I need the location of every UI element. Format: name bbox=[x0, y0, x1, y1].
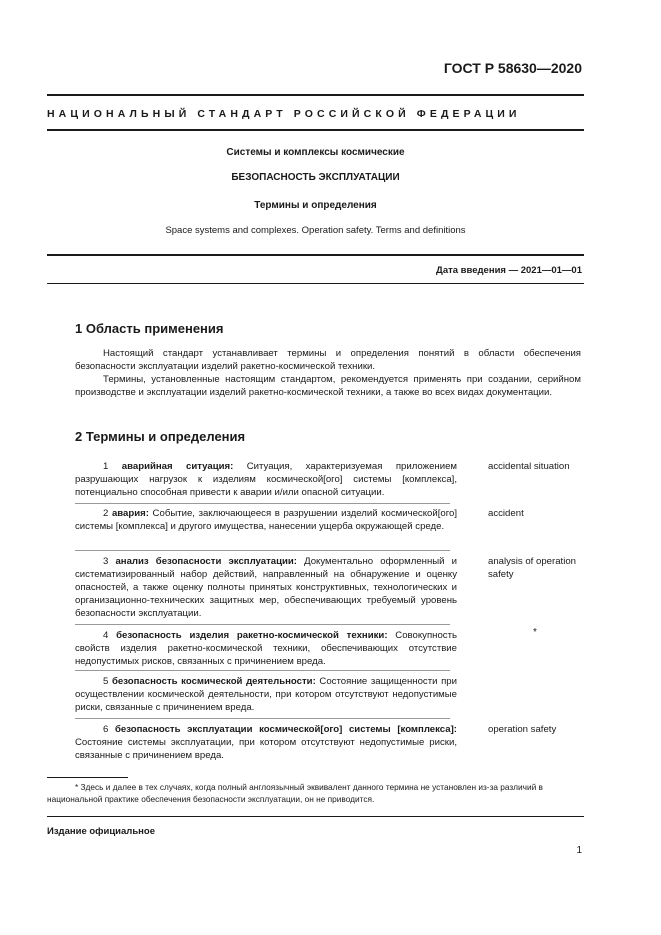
term-english-6: operation safety bbox=[488, 724, 557, 735]
term-divider bbox=[75, 718, 450, 719]
term-english-1: accidental situation bbox=[488, 461, 570, 472]
footnote: * Здесь и далее в тех случаях, когда полный англоязычный эквивалент данного термина не установлен из-за различий в национальной практике обеспечения безопасности эксплуатации, он не приводится. bbox=[47, 782, 543, 804]
page-number: 1 bbox=[576, 845, 582, 856]
term-english-4-footnote-mark: * bbox=[533, 627, 537, 638]
term-entry-4: 4 безопасность изделия ракетно-космической техники: Совокупность свойств изделия ракетно-космической техники, обеспечивающих отсутствие недопустимых рисков, связанных с причинением вреда. bbox=[75, 630, 457, 667]
term-divider bbox=[75, 624, 450, 625]
bottom-rule bbox=[47, 816, 584, 817]
gost-number: ГОСТ Р 58630—2020 bbox=[443, 60, 582, 76]
title-line-1: Системы и комплексы космические bbox=[226, 147, 405, 158]
term-divider bbox=[75, 550, 450, 551]
edition-label: Издание официальное bbox=[47, 826, 155, 837]
title-line-3: Термины и определения bbox=[254, 200, 377, 211]
section-2-heading: 2 Термины и определения bbox=[75, 429, 246, 444]
term-divider bbox=[75, 670, 450, 671]
term-entry-6: 6 безопасность эксплуатации космической[ого] системы [комплекса]: Состояние системы эксплуатации, при котором отсутствуют недопустимые риски, связанные с причинением вреда. bbox=[75, 724, 457, 761]
section-1-heading: 1 Область применения bbox=[75, 321, 224, 336]
term-entry-2: 2 авария: Событие, заключающееся в разрушении изделий космической[ого] системы [комплекса] и другого имущества, нанесении ущерба окружающей среде. bbox=[75, 508, 457, 532]
national-standard-heading: НАЦИОНАЛЬНЫЙ СТАНДАРТ РОССИЙСКОЙ ФЕДЕРАЦИИ bbox=[47, 108, 521, 120]
title-english: Space systems and complexes. Operation safety. Terms and definitions bbox=[165, 225, 466, 236]
section-1-paragraph-2: Термины, установленные настоящим стандартом, рекомендуется применять при создании, серийном производстве и эксплуатации изделий ракетно-космической техники, а также во всех видах документации. bbox=[75, 374, 581, 398]
title-rule bbox=[47, 254, 584, 256]
term-divider bbox=[75, 503, 450, 504]
section-1-paragraph-1: Настоящий стандарт устанавливает термины и определения понятий в области обеспечения безопасности эксплуатации изделий ракетно-космической техники. bbox=[75, 348, 581, 372]
term-english-3: analysis of operation safety bbox=[488, 556, 576, 580]
footnote-rule bbox=[47, 777, 128, 778]
top-rule bbox=[47, 94, 584, 96]
term-english-2: accident bbox=[488, 508, 524, 519]
introduction-date: Дата введения — 2021—01—01 bbox=[436, 265, 582, 276]
term-entry-1: 1 аварийная ситуация: Ситуация, характеризуемая приложением разрушающих нагрузок к изделиям космической[ого] системы [комплекса], потенциально способная привести к аварии и/или опасной ситуации. bbox=[75, 461, 458, 498]
heading-rule bbox=[47, 129, 584, 131]
term-entry-3: 3 анализ безопасности эксплуатации: Документально оформленный и систематизированный набор действий, направленный на обнаружение и оценку опасностей, а также оценку полноты принятых конструктивных, технологических и организационно-технических защитных мер, обеспечивающих требуемый уровень безопасности эксплуатации. bbox=[75, 556, 457, 619]
date-rule bbox=[47, 283, 584, 284]
title-line-2: БЕЗОПАСНОСТЬ ЭКСПЛУАТАЦИИ bbox=[231, 172, 400, 183]
term-entry-5: 5 безопасность космической деятельности: Состояние защищенности при осуществлении космической деятельности, при котором отсутствуют недопустимые риски, связанные с причинением вреда. bbox=[75, 676, 457, 713]
